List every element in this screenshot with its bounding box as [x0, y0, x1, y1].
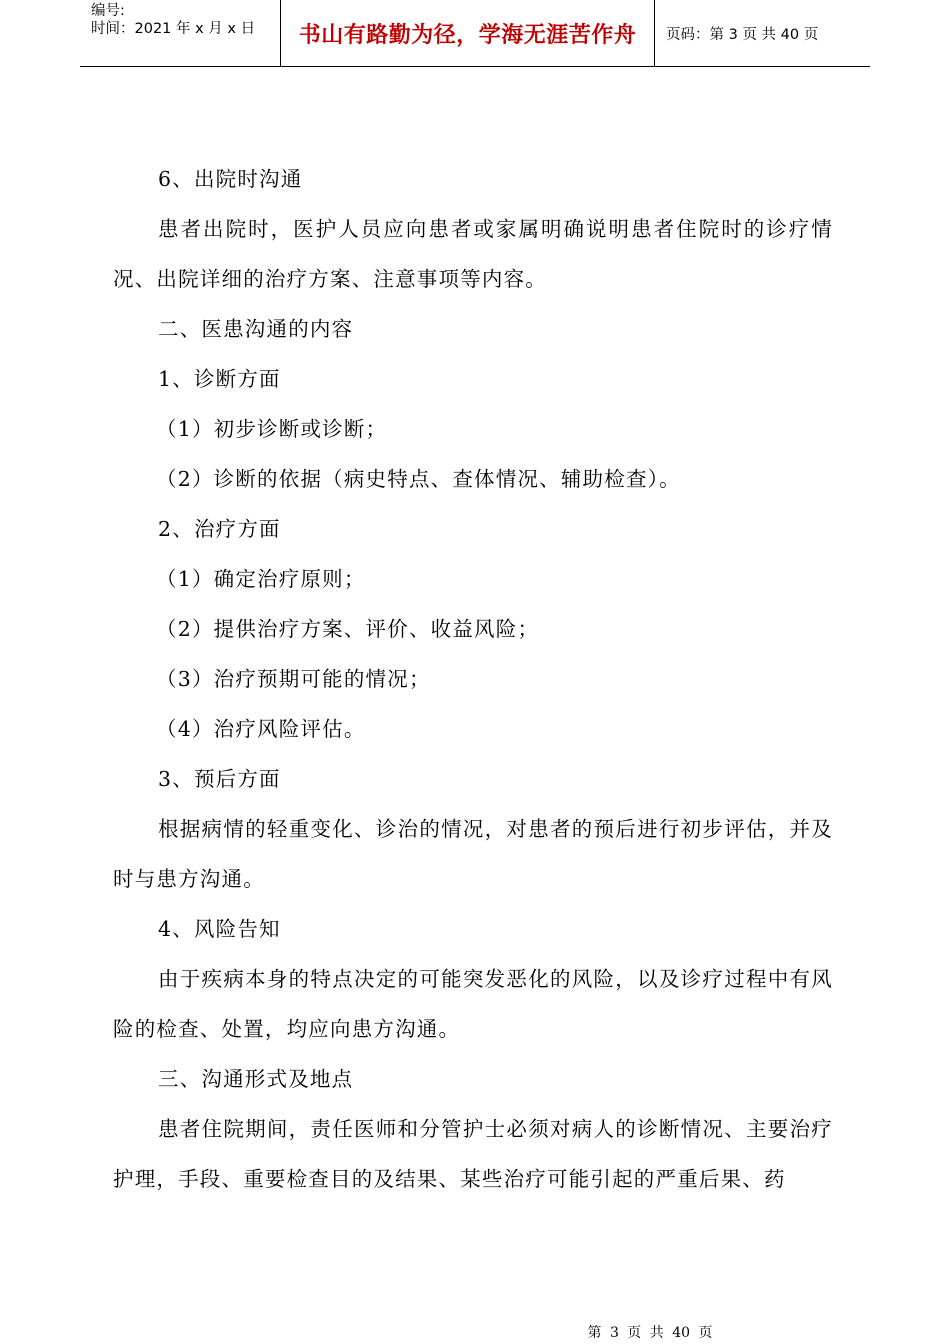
body-paragraph: 患者出院时，医护人员应向患者或家属明确说明患者住院时的诊疗情况、出院详细的治疗方案、注意事项等内容。 — [113, 217, 833, 291]
body-paragraph: 根据病情的轻重变化、诊治的情况，对患者的预后进行初步评估，并及时与患方沟通。 — [113, 817, 833, 891]
section-heading: 3、预后方面 — [158, 767, 281, 791]
section-heading: 二、医患沟通的内容 — [158, 317, 354, 341]
page-info-text: 页码：第 3 页 共 40 页 — [666, 27, 819, 43]
body-paragraph: 患者住院期间，责任医师和分管护士必须对病人的诊断情况、主要治疗护理，手段、重要检查目的及结果、某些治疗可能引起的严重后果、药 — [113, 1117, 833, 1191]
section-heading: 6、出院时沟通 — [158, 167, 303, 191]
list-item: （1）确定治疗原则； — [156, 567, 366, 591]
body-paragraph: 由于疾病本身的特点决定的可能突发恶化的风险，以及诊疗过程中有风险的检查、处置，均应向患方沟通。 — [113, 967, 833, 1041]
list-item: （4）治疗风险评估。 — [156, 717, 366, 741]
list-item: （2）诊断的依据（病史特点、查体情况、辅助检查）。 — [156, 467, 681, 491]
section-heading: 2、治疗方面 — [158, 517, 281, 541]
page-footer — [0, 1322, 950, 1342]
document-body — [113, 154, 833, 1204]
document-time-label: 时间：2021 年 x 月 x 日 — [91, 21, 256, 37]
page-header — [80, 0, 870, 67]
footer-page-number: 第 3 页 共 40 页 — [587, 1325, 713, 1341]
list-item: （1）初步诊断或诊断； — [156, 417, 388, 441]
document-number-label: 编号: — [91, 3, 125, 19]
section-heading: 1、诊断方面 — [158, 367, 281, 391]
header-motto: 书山有路勤为径，学海无涯苦作舟 — [298, 23, 637, 48]
list-item: （3）治疗预期可能的情况； — [156, 667, 431, 691]
section-heading: 4、风险告知 — [158, 917, 281, 941]
header-meta — [80, 0, 280, 67]
list-item: （2）提供治疗方案、评价、收益风险； — [156, 617, 540, 641]
section-heading: 三、沟通形式及地点 — [158, 1067, 354, 1091]
header-page-info — [655, 0, 870, 67]
